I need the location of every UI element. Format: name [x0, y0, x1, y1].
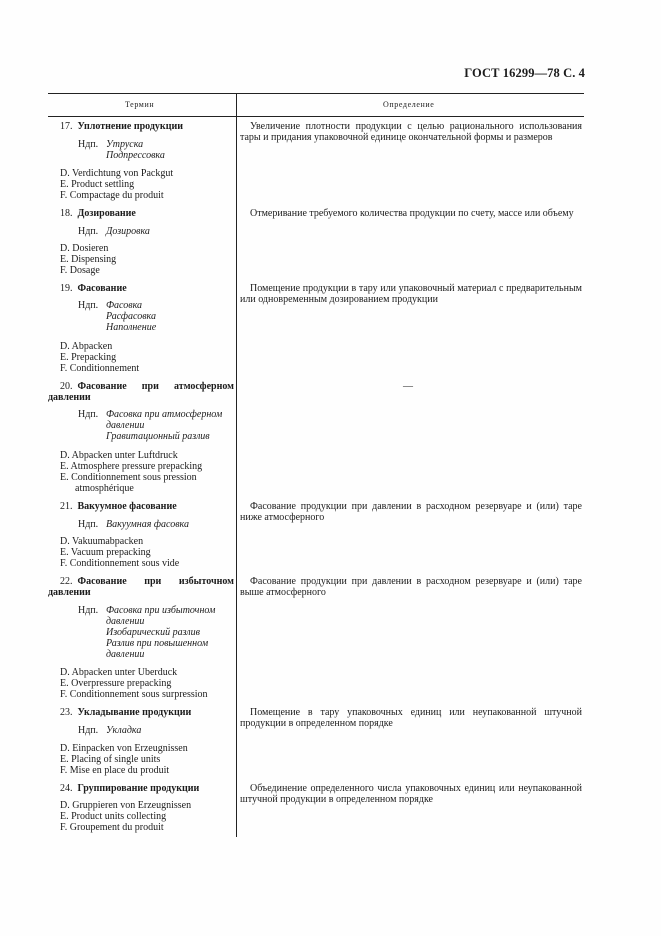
foreign-term: E. Product units collecting	[60, 811, 167, 822]
ndp-term: Фасовка при атмосферном	[106, 409, 223, 420]
foreign-term: E. Atmosphere pressure prepacking	[60, 461, 203, 472]
ndp-label: Ндп.	[78, 605, 99, 616]
ndp-term: давлении	[106, 420, 145, 431]
page-header: ГОСТ 16299—78 С. 4	[464, 66, 585, 80]
foreign-term: F. Conditionnement sous vide	[60, 558, 180, 569]
ndp-term: Расфасовка	[106, 311, 156, 322]
foreign-term: E. Prepacking	[60, 352, 117, 363]
definition-text: Помещение в тару упаковочных единиц или неупакованной штучной продукции в определенном порядке	[240, 707, 582, 730]
foreign-term: F. Mise en place du produit	[60, 765, 170, 776]
foreign-term: D. Dosieren	[60, 243, 109, 254]
term-title	[60, 121, 183, 132]
ndp-term: Дозировка	[106, 226, 150, 237]
ndp-term: давлении	[106, 616, 145, 627]
ndp-label: Ндп.	[78, 725, 99, 736]
ndp-term: Фасовка при избыточном	[106, 605, 216, 616]
ndp-label: Ндп.	[78, 139, 99, 150]
foreign-term: F. Compactage du produit	[60, 190, 164, 201]
foreign-term: E. Placing of single units	[60, 754, 161, 765]
foreign-term: F. Conditionnement sous surpression	[60, 689, 208, 700]
definition-dash: —	[403, 381, 413, 392]
foreign-term: E. Conditionnement sous pression	[60, 472, 197, 483]
term-title-line2: давлении	[48, 587, 91, 598]
term-title: 18. Дозирование	[60, 208, 136, 219]
definition-text: Фасование продукции при давлении в расходном резервуаре и (или) таре ниже атмосферного	[240, 501, 582, 524]
column-divider	[236, 93, 237, 837]
column-header-term: Термин	[125, 100, 155, 109]
table-top-rule	[48, 93, 584, 94]
term-title: 19. Фасование	[60, 283, 127, 294]
ndp-term: Подпрессовка	[106, 150, 165, 161]
foreign-term: E. Dispensing	[60, 254, 117, 265]
foreign-term: D. Abpacken unter Uberduck	[60, 667, 178, 678]
foreign-term: D. Gruppieren von Erzeugnissen	[60, 800, 192, 811]
foreign-term: E. Overpressure prepacking	[60, 678, 172, 689]
ndp-term: Утруска	[106, 139, 144, 150]
term-title-line2: давлении	[48, 392, 91, 403]
definition-text: Помещение продукции в тару или упаковочный материал с предварительным или одновременным дозированием продукции	[240, 283, 582, 306]
foreign-term: E. Product settling	[60, 179, 135, 190]
ndp-term: Изобарический разлив	[106, 627, 200, 638]
term-number: 17.	[60, 121, 73, 132]
foreign-term: D. Verdichtung von Packgut	[60, 168, 174, 179]
column-header-definition: Определение	[383, 100, 435, 109]
foreign-term: D. Abpacken unter Luftdruck	[60, 450, 178, 461]
definition-text: Объединение определенного числа упаковочных единиц или неупакованной штучной продукции в определенном порядке	[240, 783, 582, 806]
term-title: 24. Группирование продукции	[60, 783, 200, 794]
table-head-rule	[48, 116, 584, 117]
definition-text: Отмеривание требуемого количества продукции по счету, массе или объему	[250, 208, 574, 219]
term-title: 20. Фасование при атмосферном	[60, 381, 234, 392]
ndp-term: Вакуумная фасовка	[106, 519, 189, 530]
ndp-term: давлении	[106, 649, 145, 660]
foreign-term: E. Vacuum prepacking	[60, 547, 151, 558]
ndp-label: Ндп.	[78, 409, 99, 420]
ndp-term: Фасовка	[106, 300, 143, 311]
foreign-term: F. Dosage	[60, 265, 100, 276]
term-title: 22. Фасование при избыточном	[60, 576, 234, 587]
ndp-term: Гравитационный разлив	[106, 431, 210, 442]
ndp-term: Укладка	[106, 725, 142, 736]
term-name: Уплотнение продукции	[77, 121, 183, 132]
ndp-term: Наполнение	[106, 322, 157, 333]
ndp-label: Ндп.	[78, 300, 99, 311]
foreign-term: D. Vakuumabpacken	[60, 536, 144, 547]
ndp-label: Ндп.	[78, 519, 99, 530]
foreign-term: F. Conditionnement	[60, 363, 140, 374]
ndp-term: Разлив при повышенном	[106, 638, 209, 649]
ndp-label: Ндп.	[78, 226, 99, 237]
term-title: 21. Вакуумное фасование	[60, 501, 177, 512]
definition-text: Фасование продукции при давлении в расходном резервуаре и (или) таре выше атмосферного	[240, 576, 582, 599]
foreign-term: D. Abpacken	[60, 341, 113, 352]
foreign-term: D. Einpacken von Erzeugnissen	[60, 743, 188, 754]
definition-text: Увеличение плотности продукции с целью рационального использования тары и придания упаковочной единице окончательной формы и размеров	[240, 121, 582, 144]
foreign-term: atmosphérique	[75, 483, 134, 494]
foreign-term: F. Groupement du produit	[60, 822, 164, 833]
term-title: 23. Укладывание продукции	[60, 707, 192, 718]
